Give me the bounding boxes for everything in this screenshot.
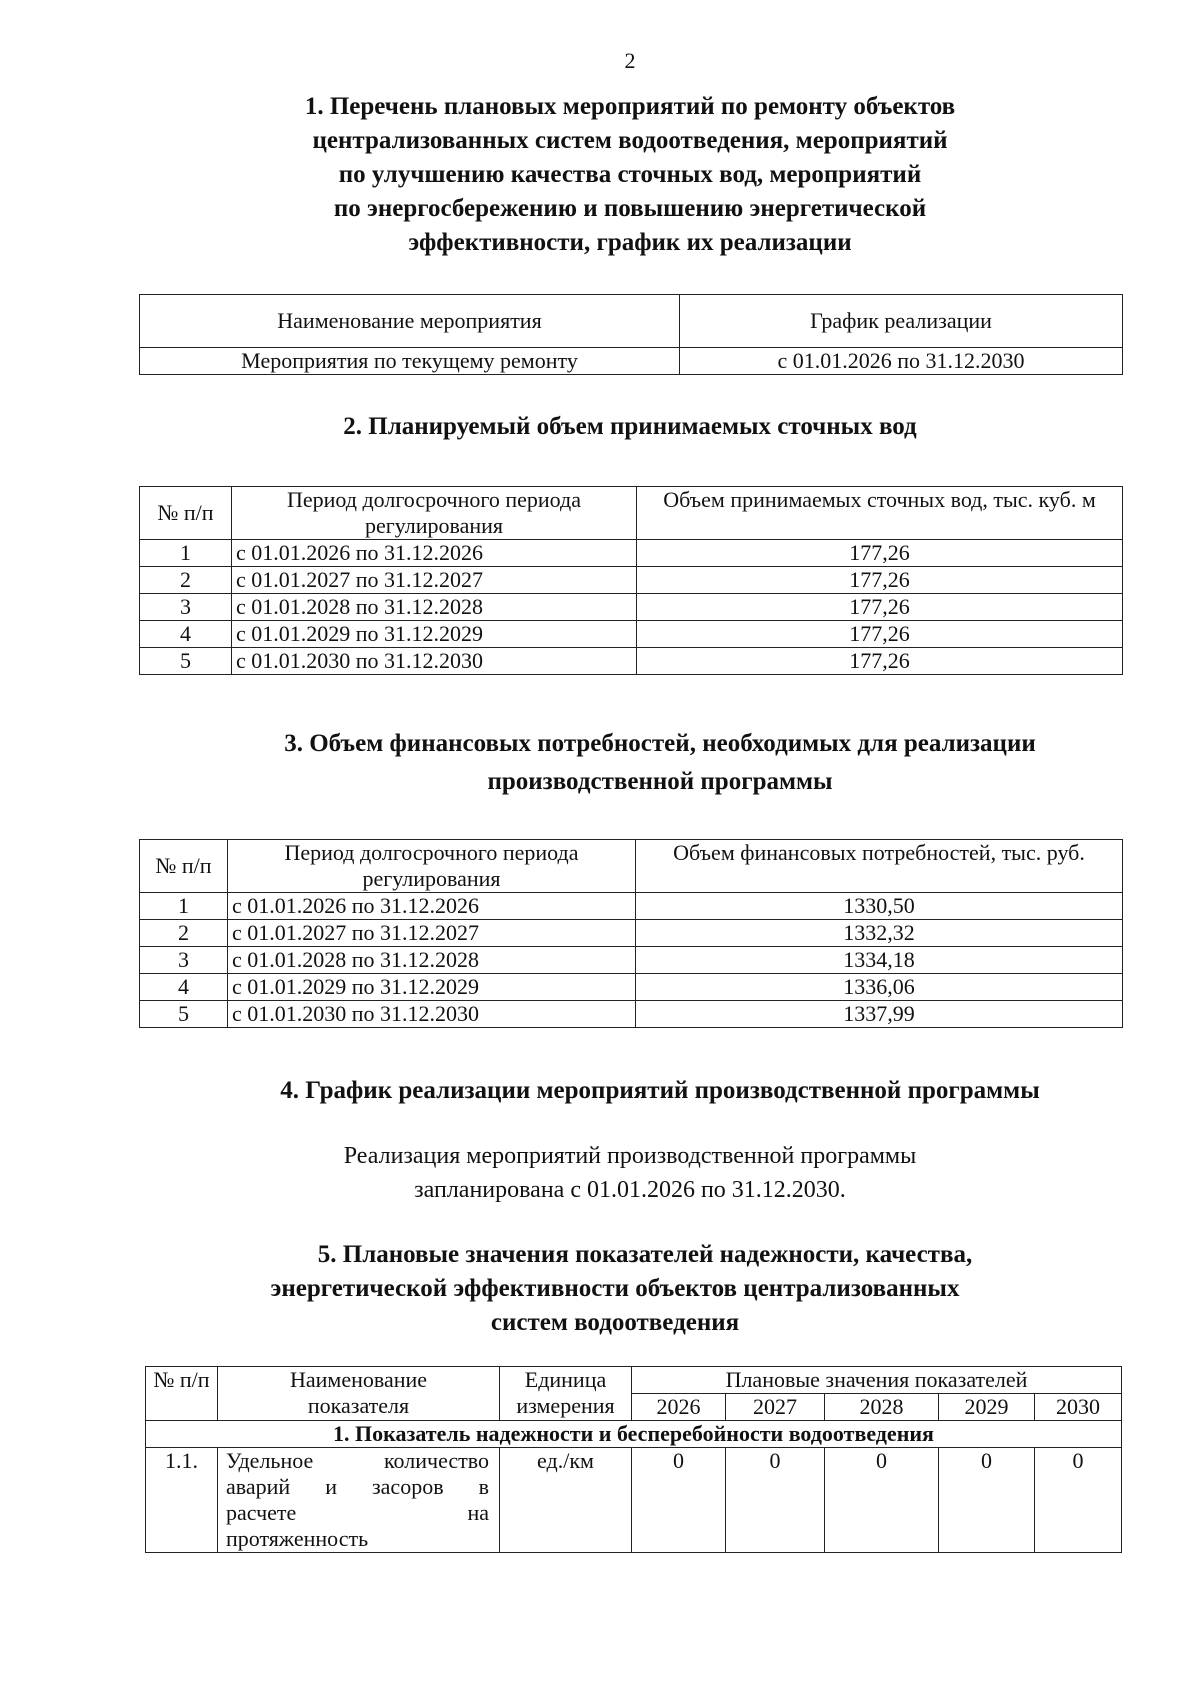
table-cell: 1 [140, 893, 228, 920]
table-cell-value: 0 [1035, 1448, 1122, 1553]
table-cell: 1336,06 [636, 974, 1123, 1001]
table-cell: 3 [140, 947, 228, 974]
table-cell: 4 [140, 974, 228, 1001]
header-cell-unit: Единица измерения [500, 1367, 632, 1421]
wastewater-volume-table [139, 486, 1123, 675]
table-cell: с 01.01.2028 по 31.12.2028 [232, 594, 637, 621]
section1-title-line: эффективности, график их реализации [408, 229, 852, 256]
table-row [140, 648, 1123, 675]
table-cell: с 01.01.2029 по 31.12.2029 [232, 621, 637, 648]
header-cell: График реализации [680, 295, 1123, 348]
indicators-table [145, 1366, 1122, 1553]
table-cell: 5 [140, 648, 232, 675]
header-cell-year: 2026 [632, 1394, 726, 1421]
table-row [140, 974, 1123, 1001]
table-cell-value: 0 [632, 1448, 726, 1553]
table-cell-name [218, 1448, 500, 1553]
repair-measures-table [139, 294, 1123, 375]
header-cell: Период долгосрочного периода регулирования [228, 840, 636, 893]
table-cell-unit: ед./км [500, 1448, 632, 1553]
section5-title [215, 1238, 1015, 1340]
table-group-row [146, 1421, 1122, 1448]
table-cell-num: 1.1. [146, 1448, 218, 1553]
table-cell: 2 [140, 920, 228, 947]
table-header-row [146, 1367, 1122, 1394]
page-number: 2 [624, 48, 636, 73]
indicator-name-line: расчете на [226, 1500, 489, 1525]
section1-title-line: централизованных систем водоотведения, мероприятий [312, 127, 948, 154]
section4-title-text: 4. График реализации мероприятий производственной программы [280, 1077, 1040, 1104]
table-header-row [140, 487, 1123, 540]
section5-title-line: систем водоотведения [490, 1309, 740, 1336]
section5-title-line: 5. Плановые значения показателей надежности, качества, [317, 1241, 973, 1268]
table-row [140, 348, 1123, 375]
table-cell: 1 [140, 540, 232, 567]
table-cell: с 01.01.2026 по 31.12.2026 [232, 540, 637, 567]
section4-text [230, 1139, 1030, 1207]
table-cell: 1332,32 [636, 920, 1123, 947]
table-cell-value: 0 [825, 1448, 939, 1553]
table-row [146, 1448, 1122, 1553]
table-row [140, 567, 1123, 594]
table-cell: с 01.01.2030 по 31.12.2030 [228, 1001, 636, 1028]
indicator-name-line: протяженность [226, 1526, 369, 1551]
header-cell-year: 2030 [1035, 1394, 1122, 1421]
section1-title-line: по улучшению качества сточных вод, мероприятий [338, 161, 922, 188]
table-row [140, 540, 1123, 567]
section3-title-line: 3. Объем финансовых потребностей, необходимых для реализации [284, 730, 1036, 757]
table-cell: с 01.01.2026 по 31.12.2030 [680, 348, 1123, 375]
financial-needs-table [139, 839, 1123, 1028]
section4-text-line: Реализация мероприятий производственной программы [343, 1143, 917, 1169]
table-cell-value: 0 [726, 1448, 825, 1553]
table-row [140, 893, 1123, 920]
header-cell-year: 2029 [939, 1394, 1035, 1421]
table-cell: 1334,18 [636, 947, 1123, 974]
table-cell: 5 [140, 1001, 228, 1028]
header-cell-year: 2027 [726, 1394, 825, 1421]
table-cell: 177,26 [637, 621, 1123, 648]
section5-title-line: энергетической эффективности объектов централизованных [270, 1275, 960, 1302]
section2-title-text: 2. Планируемый объем принимаемых сточных вод [343, 413, 917, 440]
header-cell: № п/п [140, 840, 228, 893]
header-cell: Наименование мероприятия [140, 295, 680, 348]
table-cell: 4 [140, 621, 232, 648]
table-cell: 1337,99 [636, 1001, 1123, 1028]
indicator-name-line: аварий и засоров в [226, 1474, 489, 1499]
section3-title [220, 727, 1100, 799]
table-cell: с 01.01.2028 по 31.12.2028 [228, 947, 636, 974]
table-cell: 3 [140, 594, 232, 621]
table-cell-value: 0 [939, 1448, 1035, 1553]
section1-title-line: по энергосбережению и повышению энергетической [333, 195, 927, 222]
header-cell: № п/п [140, 487, 232, 540]
table-cell: с 01.01.2026 по 31.12.2026 [228, 893, 636, 920]
table-header-row [140, 840, 1123, 893]
header-cell-name: Наименование показателя [218, 1367, 500, 1421]
table-cell: с 01.01.2027 по 31.12.2027 [228, 920, 636, 947]
header-cell: Объем финансовых потребностей, тыс. руб. [636, 840, 1123, 893]
section2-title [230, 410, 1030, 444]
table-header-row [140, 295, 1123, 348]
table-row [140, 947, 1123, 974]
section4-text-line: запланирована с 01.01.2026 по 31.12.2030. [414, 1177, 846, 1203]
section1-title-line: 1. Перечень плановых мероприятий по ремонту объектов [304, 93, 956, 120]
table-cell: 177,26 [637, 567, 1123, 594]
table-cell: Мероприятия по текущему ремонту [140, 348, 680, 375]
table-cell: 177,26 [637, 648, 1123, 675]
table-cell: 177,26 [637, 594, 1123, 621]
section1-title [230, 90, 1030, 260]
header-cell: Период долгосрочного периода регулирования [232, 487, 637, 540]
indicator-name-line: Удельное количество [226, 1448, 489, 1473]
table-cell: 1330,50 [636, 893, 1123, 920]
group-title-cell: 1. Показатель надежности и бесперебойности водоотведения [146, 1421, 1122, 1448]
table-row [140, 621, 1123, 648]
section3-title-line: производственной программы [487, 768, 833, 795]
table-cell: с 01.01.2029 по 31.12.2029 [228, 974, 636, 1001]
header-cell-planned: Плановые значения показателей [632, 1367, 1122, 1394]
table-cell: с 01.01.2030 по 31.12.2030 [232, 648, 637, 675]
table-row [140, 920, 1123, 947]
section4-title [200, 1074, 1120, 1108]
table-row [140, 1001, 1123, 1028]
table-cell: с 01.01.2027 по 31.12.2027 [232, 567, 637, 594]
table-cell: 177,26 [637, 540, 1123, 567]
header-cell-num: № п/п [146, 1367, 218, 1421]
table-cell: 2 [140, 567, 232, 594]
table-row [140, 594, 1123, 621]
header-cell: Объем принимаемых сточных вод, тыс. куб. м [637, 487, 1123, 540]
header-cell-year: 2028 [825, 1394, 939, 1421]
